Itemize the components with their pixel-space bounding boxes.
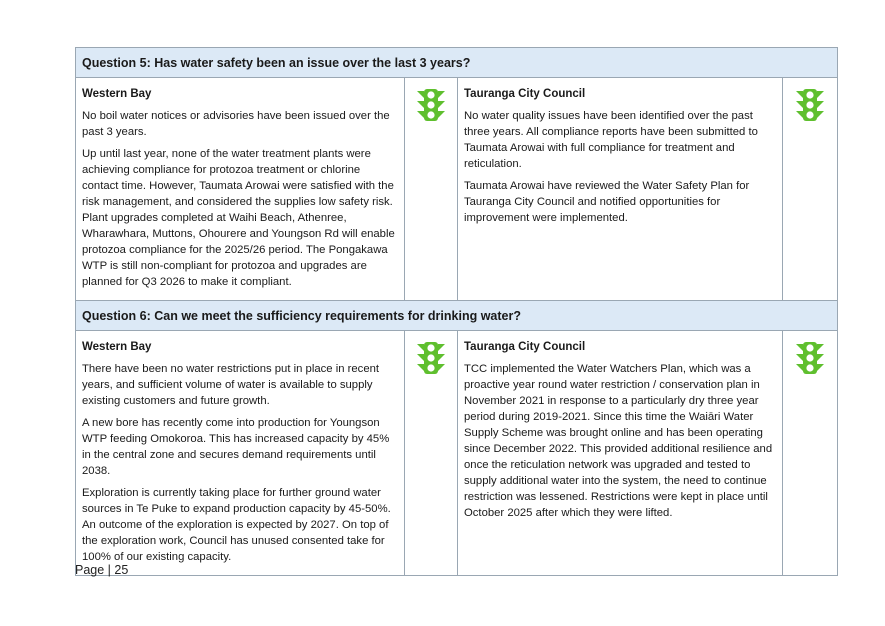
status-cell [783,78,838,301]
answer-paragraph: No water quality issues have been identified over the past three years. All compliance reports have been submitted to Taumata Arowai with full compliance for treatment and reticulation. [464,110,758,170]
western-bay-cell [76,78,405,301]
tauranga-cell [458,78,783,301]
answer-paragraph: TCC implemented the Water Watchers Plan, which was a proactive year round water restriction / conservation plan in November 2021 in response to a particularly dry three year period during 2019-2021. Since this time the Waiāri Water Supply Scheme was brought online and has been operating since December 2022. This provided additional resilience and once the reticulation network was upgraded and tested to supply additional water into the system, the need to continue restriction was lessened. Restrictions were kept in place until October 2025 after which they were lifted. [464,363,773,519]
traffic-light-icon [416,89,446,121]
western-bay-cell [76,331,405,576]
traffic-light-icon [416,342,446,374]
status-cell [783,331,838,576]
western-bay-heading: Western Bay [82,341,152,353]
tauranga-cell [458,331,783,576]
status-cell [405,78,458,301]
question-6-header-row [76,301,838,331]
western-bay-heading: Western Bay [82,88,152,100]
traffic-light-icon [795,342,825,374]
question-5-answer-row [76,78,838,301]
tauranga-heading: Tauranga City Council [464,341,586,353]
question-6-answer-row [76,331,838,576]
answer-paragraph: A new bore has recently come into production for Youngson WTP feeding Omokoroa. This has increased capacity by 45% in the central zone and secures demand requirements until 2038. [82,417,390,477]
answer-paragraph: No boil water notices or advisories have been issued over the past 3 years. [82,110,390,138]
answer-paragraph: Exploration is currently taking place for further ground water sources in Te Puke to expand production capacity by 45-50%. An outcome of the exploration is expected by 2027. On top of the exploration work, Council has unused consented take for 100% of our existing capacity. [82,487,391,563]
assessment-table [75,47,838,576]
answer-paragraph: Up until last year, none of the water treatment plants were achieving compliance for protozoa treatment or chlorine contact time. However, Taumata Arowai were satisfied with the risk management, and considered the supplies low safety risk. Plant upgrades completed at Waihi Beach, Athenree, Wharawhara, Muttons, Ohourere and Youngson Rd will enable protozoa compliance for the 2025/26 period. The Pongakawa WTP is still non-compliant for protozoa and upgrades are planned for Q3 2026 to make it compliant. [82,148,395,288]
question-6-title: Question 6: Can we meet the sufficiency requirements for drinking water? [76,301,838,331]
status-cell [405,331,458,576]
traffic-light-icon [795,89,825,121]
tauranga-heading: Tauranga City Council [464,88,586,100]
page-number: Page | 25 [75,563,129,577]
answer-paragraph: Taumata Arowai have reviewed the Water Safety Plan for Tauranga City Council and notified opportunities for improvement were implemented. [464,180,750,224]
answer-paragraph: There have been no water restrictions put in place in recent years, and sufficient volume of water is available to supply existing customers and future growth. [82,363,380,407]
question-5-title: Question 5: Has water safety been an issue over the last 3 years? [76,48,838,78]
question-5-header-row [76,48,838,78]
document-page [75,47,837,576]
